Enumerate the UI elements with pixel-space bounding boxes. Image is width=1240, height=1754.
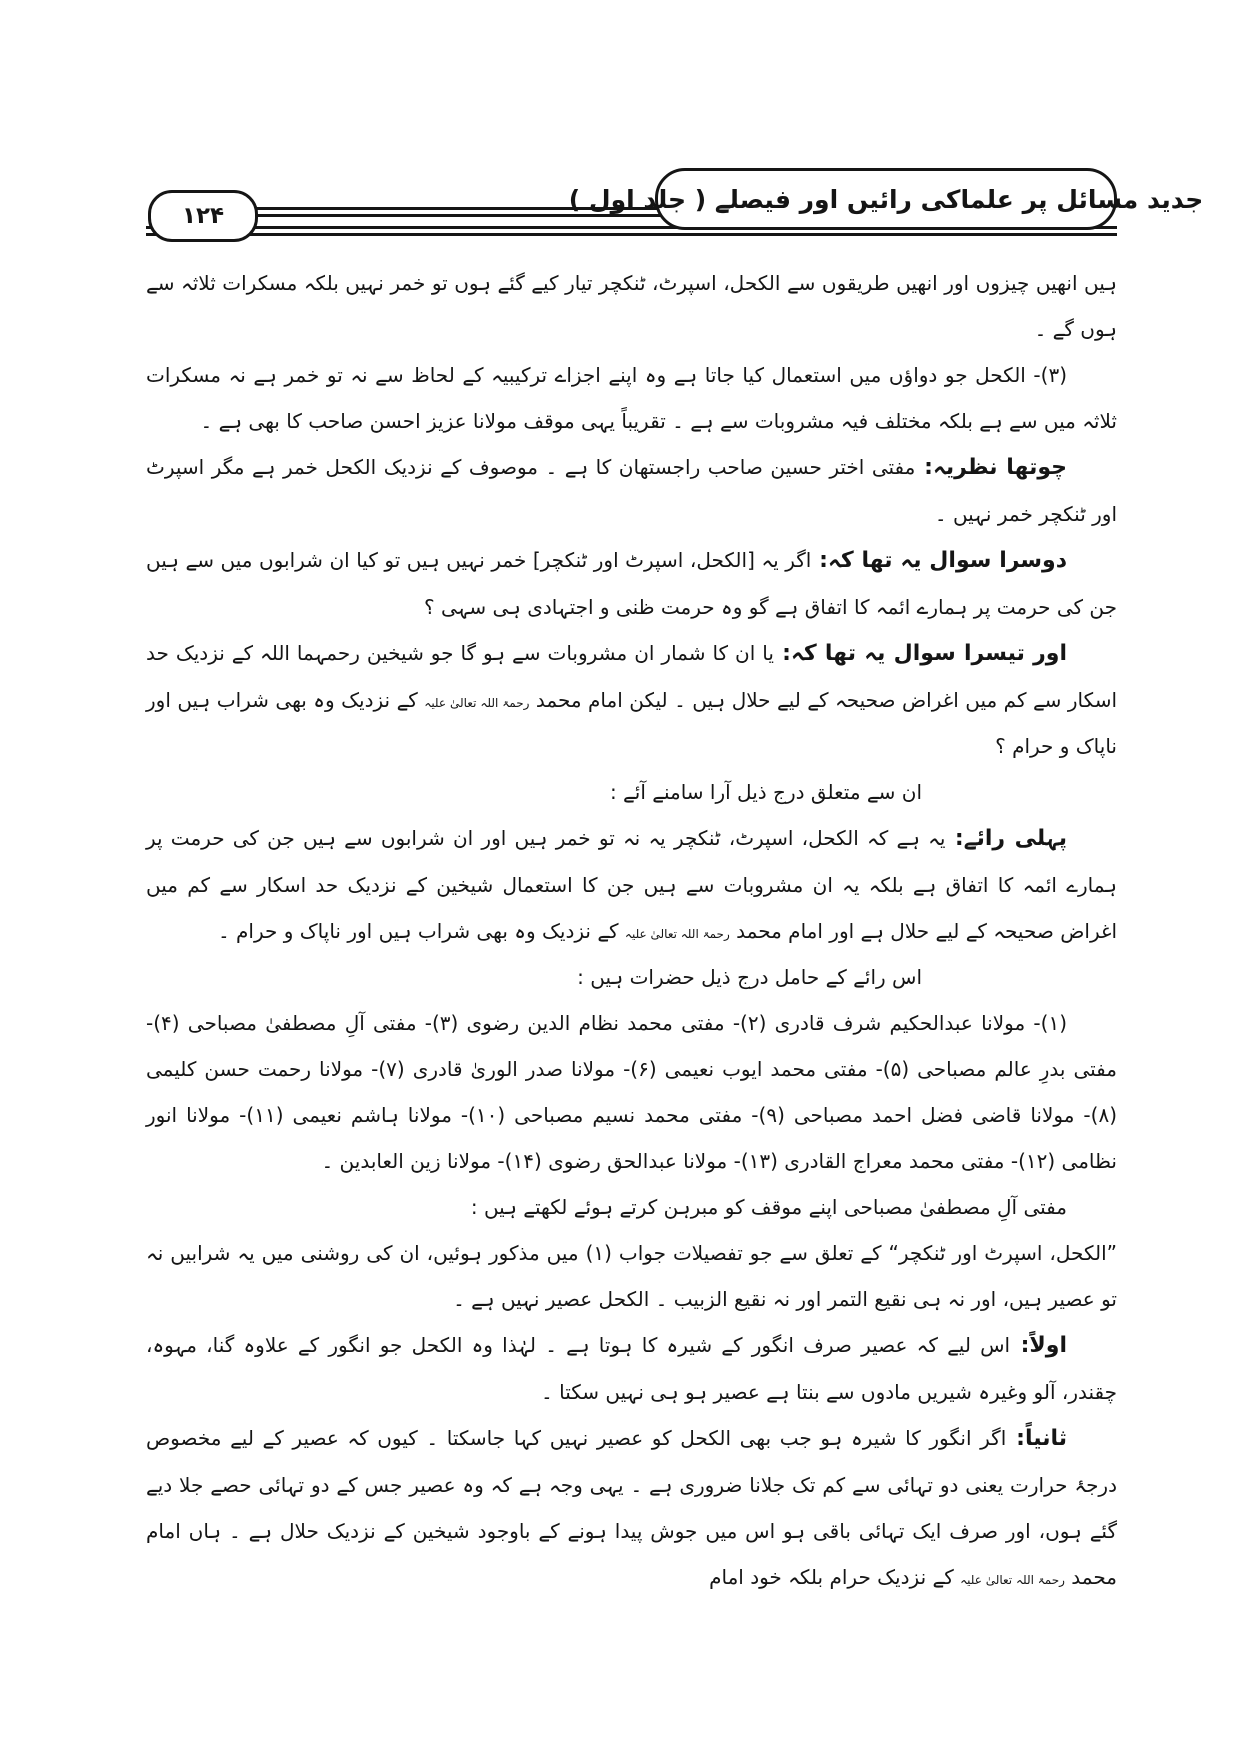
page-number-badge [148, 190, 258, 242]
page-content [146, 168, 1204, 1600]
para-saniyan [146, 1415, 1117, 1600]
honorific-mark: رحمۃ اللہ تعالیٰ علیہ [624, 927, 730, 941]
para-continuation [146, 260, 1117, 352]
paragraph-text: اس رائے کے حامل درج ذیل حضرات ہیں : [577, 965, 922, 989]
para-supporters-list [146, 1000, 1117, 1184]
paragraph-text: مفتی اختر حسین صاحب راجستھان کا ہے ۔ موصوف کے نزدیک الکحل خمر ہے مگر اسپرٹ اور ٹنکچر خمر نہیں ۔ [146, 455, 1117, 526]
paragraph-text: کے نزدیک وہ بھی شراب ہیں اور ناپاک و حرام ۔ [217, 919, 625, 943]
body-text [146, 260, 1117, 1600]
para-third-question [146, 630, 1117, 769]
paragraph-lead: اور تیسرا سوال یہ تھا کہ: [773, 641, 1067, 666]
page-number: ۱۲۴ [181, 203, 225, 229]
para-misbahi-intro [146, 1184, 1117, 1230]
para-opinions-intro [146, 769, 1117, 815]
paragraph-lead: اولاً: [1010, 1333, 1067, 1358]
para-quote [146, 1230, 1117, 1322]
book-title-cartouche [568, 168, 1204, 230]
paragraph-text: کے نزدیک حرام بلکہ خود امام [709, 1565, 961, 1589]
paragraph-text: (۱)- مولانا عبدالحکیم شرف قادری (۲)- مفتی محمد نظام الدین رضوی (۳)- مفتی آلِ مصطفیٰ مصباحی (۴)- مفتی بدرِ عالم مصباحی (۵)- مفتی محمد ایوب نعیمی (۶)- مولانا صدر الوریٰ قادری (۷)- مولانا رحمت حسن کلیمی (۸)- مولانا قاضی فضل احمد مصباحی (۹)- مفتی محمد نسیم مصباحی (۱۰)- مولانا ہاشم نعیمی (۱۱)- مولانا انور نظامی (۱۲)- مفتی محمد معراج القادری (۱۳)- مولانا عبدالحق رضوی (۱۴)- مولانا زین العابدین ۔ [146, 1011, 1118, 1173]
honorific-mark: رحمۃ اللہ تعالیٰ علیہ [960, 1573, 1065, 1587]
paragraph-text: یہ ہے کہ الکحل، اسپرٹ، ٹنکچر یہ نہ تو خمر ہیں اور ان شرابوں سے ہیں جن کی حرمت پر ہمارے ائمہ کا اتفاق ہے بلکہ یہ ان مشروبات سے ہیں جن کا استعمال شیخین کے نزدیک حد اسکار سے کم میں اغراض صحیحہ کے لیے حلال ہے اور امام محمد [146, 826, 1117, 943]
book-title: جدید مسائل پر علماکی رائیں اور فیصلے ( جلد اول ) [568, 184, 1204, 214]
paragraph-text: اگر انگور کا شیرہ ہو جب بھی الکحل کو عصیر نہیں کہا جاسکتا ۔ کیوں کہ عصیر کے لیے مخصوص درجۂ حرارت یعنی دو تہائی سے کم تک جلانا ضروری ہے ۔ یہی وجہ ہے کہ وہ عصیر جس کے دو تہائی حصے جلا دیے گئے ہوں، اور صرف ایک تہائی باقی ہو اس میں جوش پیدا ہونے کے باوجود شیخین کے نزدیک حلال ہے ۔ ہاں امام محمد [146, 1426, 1117, 1589]
paragraph-text: اگر یہ [الکحل، اسپرٹ اور ٹنکچر] خمر نہیں ہیں تو کیا ان شرابوں میں سے ہیں جن کی حرمت پر ہمارے ائمہ کا اتفاق ہے گو وہ حرمت ظنی و اجتہادی ہی سہی ؟ [146, 548, 1117, 619]
honorific-mark: رحمۃ اللہ تعالیٰ علیہ [424, 696, 530, 710]
paragraph-text: ”الکحل، اسپرٹ اور ٹنکچر“ کے تعلق سے جو تفصیلات جواب (۱) میں مذکور ہوئیں، ان کی روشنی میں یہ شرابیں نہ تو عصیر ہیں، اور نہ ہی نقیع التمر اور نہ نقیع الزبیب ۔ الکحل عصیر نہیں ہے ۔ [146, 1241, 1117, 1311]
paragraph-text: مفتی آلِ مصطفیٰ مصباحی اپنے موقف کو مبرہن کرتے ہوئے لکھتے ہیں : [470, 1195, 1067, 1219]
para-supporters-intro [146, 954, 1117, 1000]
para-fourth-view [146, 444, 1117, 537]
paragraph-text: (۳)- الکحل جو دواؤں میں استعمال کیا جاتا ہے وہ اپنے اجزاے ترکیبیہ کے لحاظ سے نہ تو خمر ہے نہ مسکرات ثلاثہ میں سے ہے بلکہ مختلف فیہ مشروبات سے ہے ۔ تقریباً یہی موقف مولانا عزیز احسن صاحب کا بھی ہے ۔ [146, 363, 1117, 433]
paragraph-text: ان سے متعلق درج ذیل آرا سامنے آئے : [609, 780, 922, 804]
paragraph-text: ہیں انھیں چیزوں اور انھیں طریقوں سے الکحل، اسپرٹ، ٹنکچر تیار کیے گئے ہوں تو خمر نہیں بلکہ مسکرات ثلاثہ سے ہوں گے ۔ [146, 271, 1117, 341]
paragraph-lead: ثانیاً: [1006, 1426, 1068, 1451]
para-first-opinion [146, 815, 1117, 954]
paragraph-text: یا ان کا شمار ان مشروبات سے ہو گا جو شیخین رحمہما اللہ کے نزدیک حد اسکار سے کم میں اغراض صحیحہ کے لیے حلال ہیں ۔ لیکن امام محمد [146, 641, 1118, 712]
para-awwalan [146, 1322, 1117, 1415]
paragraph-text: اس لیے کہ عصیر صرف انگور کے شیرہ کا ہوتا ہے ۔ لہٰذا وہ الکحل جو انگور کے علاوہ گنا، مہوہ، چقندر، آلو وغیرہ شیریں مادوں سے بنتا ہے عصیر ہو ہی نہیں سکتا ۔ [146, 1333, 1117, 1404]
para-point-3 [146, 352, 1117, 444]
paragraph-text: کے نزدیک وہ بھی شراب ہیں اور ناپاک و حرام ؟ [146, 688, 1117, 758]
paragraph-lead: پہلی رائے: [945, 826, 1067, 851]
paragraph-lead: چوتھا نظریہ: [915, 455, 1067, 480]
page-header [146, 168, 1204, 246]
para-second-question [146, 537, 1117, 630]
paragraph-lead: دوسرا سوال یہ تھا کہ: [811, 548, 1068, 573]
